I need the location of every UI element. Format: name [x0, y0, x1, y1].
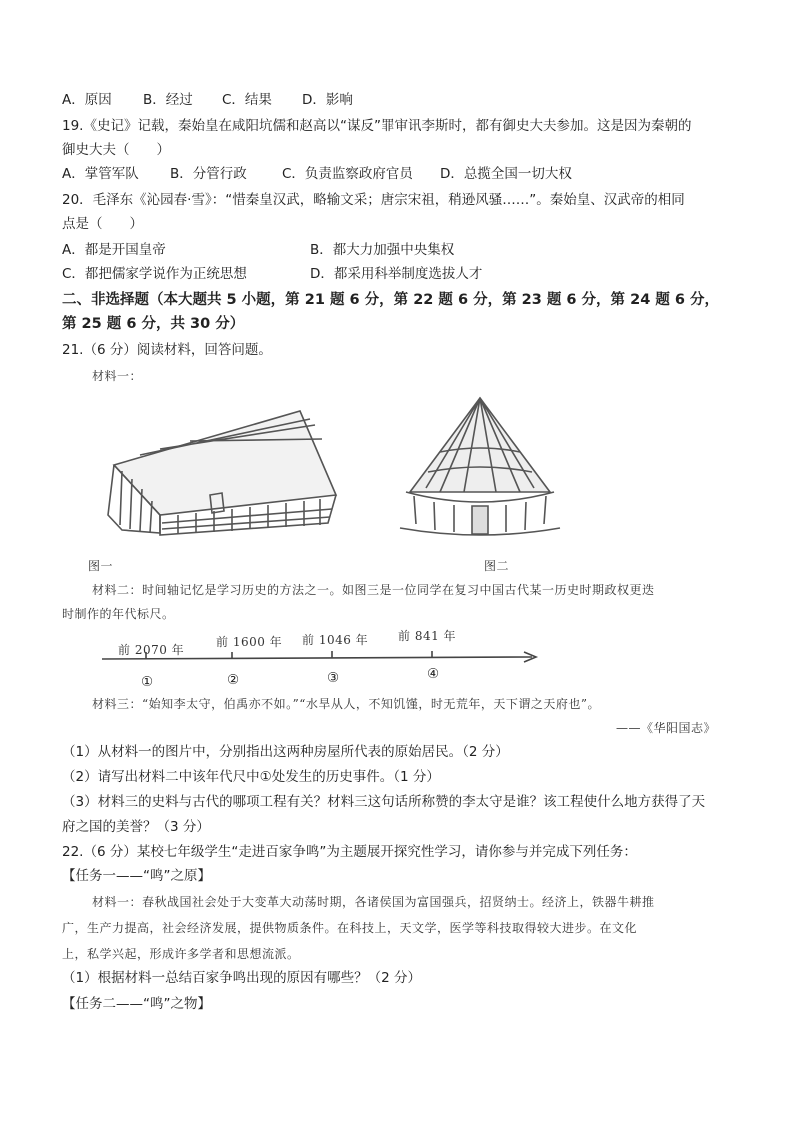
timeline-year-1: 前 2070 年 [118, 643, 185, 657]
q20-option-a: A．都是开国皇帝 [62, 242, 166, 258]
q19-option-a: A．掌管军队 [62, 166, 139, 182]
q21-material2-line2: 时制作的年代标尺。 [62, 607, 175, 621]
q21-subquestion-2: （2）请写出材料二中该年代尺中①处发生的历史事件。（1 分） [62, 769, 440, 785]
q18-option-b: B．经过 [143, 92, 193, 108]
q20-option-d: D．都采用科举制度选拔人才 [310, 266, 483, 282]
timeline-marker-1: ① [141, 674, 154, 690]
q22-material1-line2: 广，生产力提高，社会经济发展，提供物质条件。在科技上，天文学，医学等科技取得较大进步。在文化 [62, 921, 638, 935]
q21-subquestion-1: （1）从材料一的图片中，分别指出这两种房屋所代表的原始居民。（2 分） [62, 744, 509, 760]
q22-subquestion-1: （1）根据材料一总结百家争鸣出现的原因有哪些？（2 分） [62, 970, 421, 986]
q19-option-d: D．总揽全国一切大权 [440, 166, 572, 182]
timeline-axis [100, 648, 550, 668]
q20-stem-line2: 点是（ ） [62, 216, 143, 232]
timeline-year-2: 前 1600 年 [216, 635, 283, 649]
q20-option-c: C．都把儒家学说作为正统思想 [62, 266, 247, 282]
q21-material2-line1: 材料二：时间轴记忆是学习历史的方法之一。如图三是一位同学在复习中国古代某一历史时期政权更迭 [92, 583, 655, 597]
q19-stem-line1: 19.《史记》记载，秦始皇在咸阳坑儒和赵高以“谋反”罪审讯李斯时，都有御史大夫参加。这是因为秦朝的 [62, 118, 692, 134]
q22-task2-heading: 【任务二——“鸣”之物】 [62, 996, 211, 1012]
q18-option-d: D．影响 [302, 92, 353, 108]
q21-subquestion-3-line2: 府之国的美誉？（3 分） [62, 819, 210, 835]
q18-option-a: A．原因 [62, 92, 112, 108]
figure2-caption: 图二 [484, 559, 510, 573]
q22-material1-line3: 上，私学兴起，形成许多学者和思想流派。 [62, 947, 300, 961]
timeline-marker-2: ② [227, 672, 240, 688]
timeline-marker-3: ③ [327, 670, 340, 686]
timeline-marker-4: ④ [427, 666, 440, 682]
q19-option-b: B．分管行政 [170, 166, 247, 182]
section2-heading-line2: 第 25 题 6 分，共 30 分） [62, 316, 245, 332]
q21-material1-label: 材料一： [92, 369, 143, 383]
figure1-house-illustration [100, 405, 340, 540]
q21-stem: 21.（6 分）阅读材料，回答问题。 [62, 342, 272, 358]
q21-material3-source: ——《华阳国志》 [616, 721, 717, 735]
q19-stem-line2: 御史大夫（ ） [62, 142, 170, 158]
q21-material3: 材料三：“始知李太守，伯禹亦不如。”“水旱从人，不知饥馑，时无荒年，天下谓之天府也”。 [92, 697, 601, 711]
timeline-year-4: 前 841 年 [398, 629, 457, 643]
q19-option-c: C．负责监察政府官员 [282, 166, 413, 182]
q21-subquestion-3-line1: （3）材料三的史料与古代的哪项工程有关？材料三这句话所称赞的李太守是谁？该工程使什么地方获得了天 [62, 794, 706, 810]
q22-stem: 22.（6 分）某校七年级学生“走进百家争鸣”为主题展开探究性学习，请你参与并完成下列任务： [62, 844, 637, 860]
q20-stem-line1: 20．毛泽东《沁园春·雪》：“惜秦皇汉武，略输文采；唐宗宋祖，稍逊风骚……”。秦始皇、汉武帝的相同 [62, 192, 685, 208]
q18-option-c: C．结果 [222, 92, 272, 108]
q22-task1-heading: 【任务一——“鸣”之原】 [62, 868, 211, 884]
timeline-year-3: 前 1046 年 [302, 633, 369, 647]
section2-heading-line1: 二、非选择题（本大题共 5 小题，第 21 题 6 分，第 22 题 6 分，第 23 题 6 分，第 24 题 6 分， [62, 292, 720, 308]
figure1-caption: 图一 [88, 559, 114, 573]
q20-option-b: B．都大力加强中央集权 [310, 242, 455, 258]
figure2-round-hut-illustration [380, 392, 580, 540]
q22-material1-line1: 材料一：春秋战国社会处于大变革大动荡时期，各诸侯国为富国强兵，招贤纳士。经济上，铁器牛耕推 [92, 895, 655, 909]
